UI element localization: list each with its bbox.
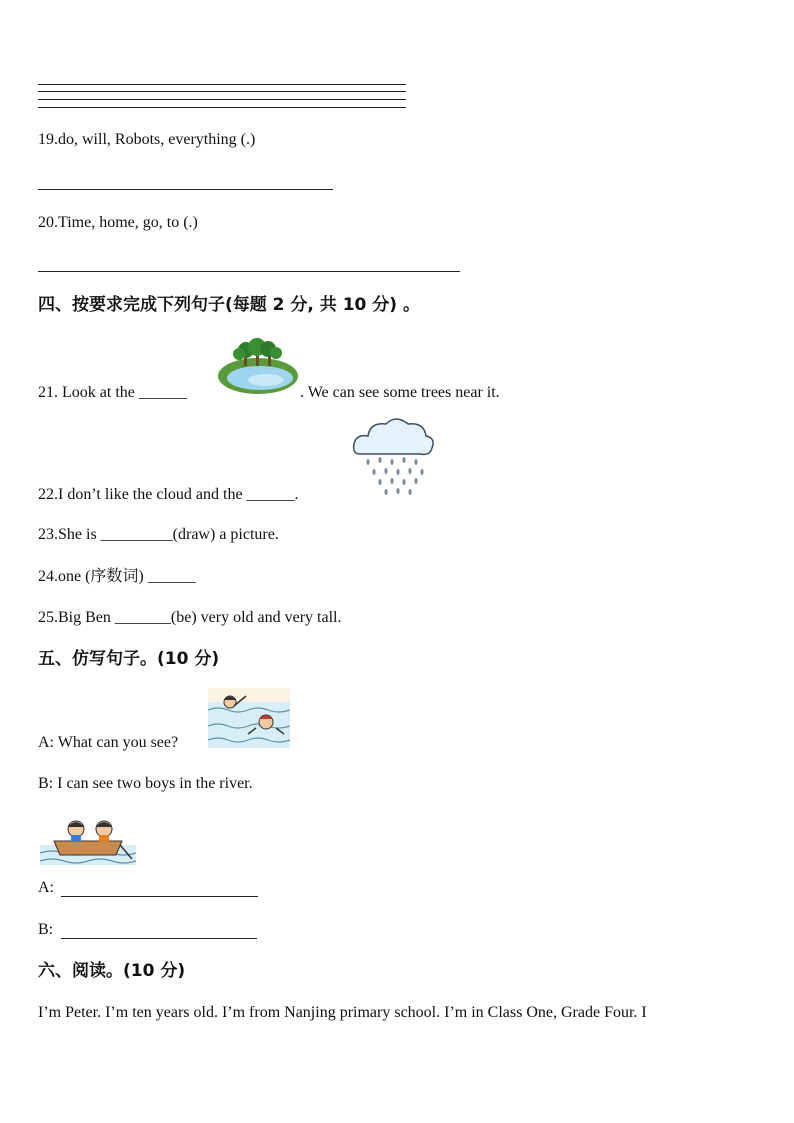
section-5-heading: 五、仿写句子。(10 分)	[38, 649, 220, 669]
section-6-heading: 六、阅读。(10 分)	[38, 961, 186, 981]
example-answer-b: B: I can see two boys in the river.	[38, 775, 253, 792]
answer-line-19[interactable]	[38, 189, 333, 190]
question-21-before: 21. Look at the ______	[38, 384, 187, 401]
writing-line-4	[38, 107, 406, 108]
example-question-a: A: What can you see?	[38, 734, 179, 751]
answer-b-label: B:	[38, 921, 54, 938]
question-21-after: . We can see some trees near it.	[300, 384, 500, 401]
question-25: 25.Big Ben _______(be) very old and very tall.	[38, 609, 342, 626]
rain-cloud-image	[350, 414, 436, 498]
writing-line-3	[38, 99, 406, 100]
question-19: 19.do, will, Robots, everything (.)	[38, 131, 256, 148]
writing-line-1	[38, 84, 406, 85]
children-in-boat-image	[40, 815, 136, 865]
question-24: 24.one (序数词) ______	[38, 568, 196, 585]
question-22: 22.I don’t like the cloud and the ______.	[38, 486, 299, 503]
lake-with-trees-image	[216, 338, 300, 398]
answer-line-20[interactable]	[38, 271, 460, 272]
answer-b-line[interactable]	[61, 938, 257, 939]
reading-passage: I’m Peter. I’m ten years old. I’m from Nanjing primary school. I’m in Class One, Grade Four. I	[38, 1004, 647, 1021]
writing-line-2	[38, 91, 406, 92]
section-4-heading: 四、按要求完成下列句子(每题 2 分, 共 10 分) 。	[38, 295, 420, 315]
answer-a-label: A:	[38, 879, 54, 896]
answer-a-line[interactable]	[61, 896, 258, 897]
question-20: 20.Time, home, go, to (.)	[38, 214, 198, 231]
question-23: 23.She is _________(draw) a picture.	[38, 526, 279, 543]
swimmers-image	[208, 688, 290, 748]
